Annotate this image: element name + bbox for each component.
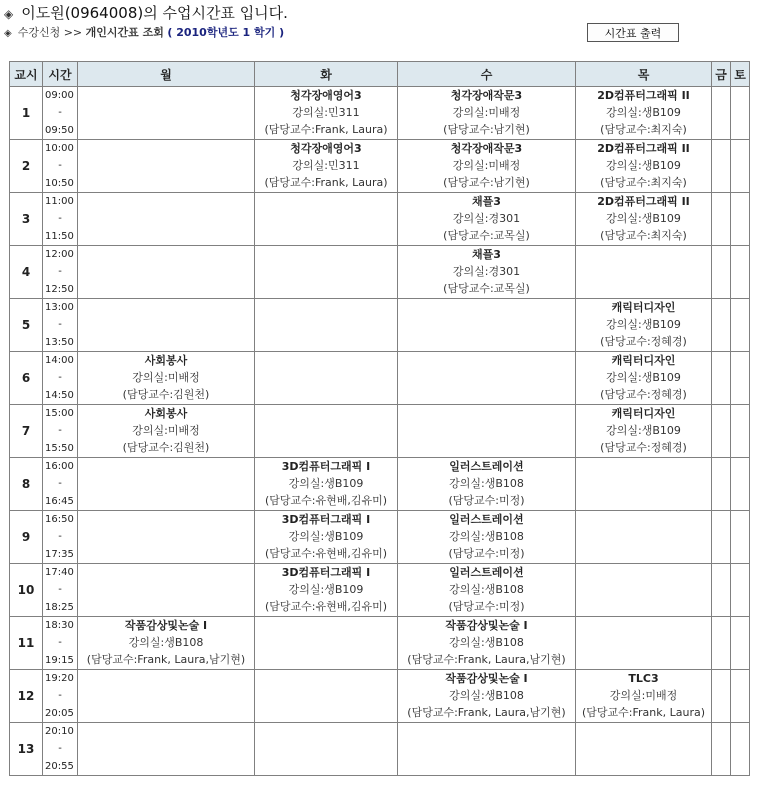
time-cell [43, 246, 78, 299]
course-cell-sat [731, 352, 750, 405]
course-cell-tue [255, 87, 398, 140]
course-room: 강의실:경301 [452, 265, 521, 278]
course-professor: (담당교수:정혜경) [600, 335, 687, 348]
course-cell-tue [255, 193, 398, 246]
course-professor: (담당교수:남기현) [443, 123, 530, 136]
course-cell-thu [576, 670, 712, 723]
course-cell-mon [78, 352, 255, 405]
course-room: 강의실:미배정 [609, 689, 678, 702]
course-name: 3D컴퓨터그래픽 I [281, 460, 371, 473]
period-cell: 3 [10, 193, 43, 246]
course-name: 3D컴퓨터그래픽 I [281, 513, 371, 526]
course-name: 2D컴퓨터그래픽 II [597, 89, 690, 102]
time-cell [43, 352, 78, 405]
course-cell-wed [398, 246, 576, 299]
table-row [10, 564, 750, 617]
period-cell: 8 [10, 458, 43, 511]
time-separator: - [58, 531, 62, 542]
period-cell: 6 [10, 352, 43, 405]
course-room: 강의실:생B109 [606, 106, 681, 119]
course-cell-tue [255, 140, 398, 193]
end-time: 20:55 [45, 761, 74, 772]
course-cell-sat [731, 617, 750, 670]
course-name: 사회봉사 [144, 407, 188, 420]
course-cell-wed [398, 352, 576, 405]
table-row [10, 458, 750, 511]
course-cell-tue [255, 352, 398, 405]
diamond-bullet-icon: ◈ [4, 7, 14, 21]
course-cell-wed [398, 140, 576, 193]
end-time: 20:05 [45, 708, 74, 719]
course-cell-fri [712, 140, 731, 193]
course-cell-mon [78, 140, 255, 193]
course-room: 강의실:생B108 [128, 636, 204, 649]
course-cell-fri [712, 617, 731, 670]
course-professor: (담당교수:Frank, Laura,남기현) [407, 706, 566, 719]
course-cell-thu [576, 246, 712, 299]
time-cell [43, 617, 78, 670]
course-cell-thu [576, 723, 712, 776]
page-title [4, 2, 288, 24]
course-name: 작품감상및논술 I [445, 619, 528, 632]
course-room: 강의실:생B108 [449, 689, 524, 702]
course-professor: (담당교수:교목실) [443, 282, 530, 295]
course-room: 강의실:생B108 [449, 530, 524, 543]
course-cell-sat [731, 511, 750, 564]
breadcrumb [4, 24, 284, 42]
course-cell-thu [576, 193, 712, 246]
course-cell-tue [255, 458, 398, 511]
course-cell-thu [576, 87, 712, 140]
diamond-bullet-icon: ◈ [4, 28, 12, 39]
course-room: 강의실:생B109 [606, 424, 681, 437]
time-cell [43, 193, 78, 246]
course-cell-tue [255, 670, 398, 723]
period-cell: 10 [10, 564, 43, 617]
start-time: 18:30 [45, 620, 74, 631]
course-room: 강의실:미배정 [132, 424, 200, 437]
start-time: 17:40 [45, 567, 74, 578]
table-row [10, 511, 750, 564]
course-cell-thu [576, 299, 712, 352]
course-room: 강의실:미배정 [452, 159, 521, 172]
course-cell-wed [398, 670, 576, 723]
course-cell-wed [398, 723, 576, 776]
course-cell-wed [398, 564, 576, 617]
period-cell: 9 [10, 511, 43, 564]
course-cell-thu [576, 564, 712, 617]
time-cell [43, 564, 78, 617]
time-cell [43, 670, 78, 723]
end-time: 09:50 [45, 125, 74, 136]
table-row [10, 670, 750, 723]
course-cell-thu [576, 140, 712, 193]
course-professor: (담당교수:남기현) [443, 176, 530, 189]
time-separator: - [58, 160, 62, 171]
period-cell: 4 [10, 246, 43, 299]
course-professor: (담당교수:김원천) [122, 388, 210, 401]
course-cell-fri [712, 723, 731, 776]
end-time: 15:50 [45, 443, 74, 454]
time-separator: - [58, 478, 62, 489]
course-professor: (담당교수:Frank, Laura) [264, 176, 388, 189]
course-cell-sat [731, 140, 750, 193]
course-cell-thu [576, 352, 712, 405]
time-separator: - [58, 266, 62, 277]
course-cell-mon [78, 246, 255, 299]
course-cell-fri [712, 670, 731, 723]
course-name: 3D컴퓨터그래픽 I [281, 566, 371, 579]
course-professor: (담당교수:정혜경) [600, 388, 687, 401]
header-thu: 목 [576, 62, 712, 87]
course-room: 강의실:생B109 [606, 212, 681, 225]
header-mon: 월 [78, 62, 255, 87]
period-cell: 11 [10, 617, 43, 670]
period-cell: 7 [10, 405, 43, 458]
end-time: 14:50 [45, 390, 74, 401]
course-cell-tue [255, 723, 398, 776]
course-room: 강의실:생B109 [288, 583, 364, 596]
course-cell-fri [712, 458, 731, 511]
period-cell: 1 [10, 87, 43, 140]
start-time: 11:00 [45, 196, 74, 207]
course-cell-fri [712, 299, 731, 352]
course-cell-mon [78, 87, 255, 140]
course-cell-mon [78, 723, 255, 776]
time-cell [43, 140, 78, 193]
start-time: 09:00 [45, 90, 74, 101]
course-cell-sat [731, 246, 750, 299]
course-cell-thu [576, 617, 712, 670]
header-period: 교시 [10, 62, 43, 87]
start-time: 20:10 [45, 726, 74, 737]
course-professor: (담당교수:유현배,김유미) [264, 547, 388, 560]
time-cell [43, 299, 78, 352]
course-professor: (담당교수:유현배,김유미) [264, 600, 388, 613]
course-professor: (담당교수:Frank, Laura,남기현) [86, 653, 246, 666]
course-cell-tue [255, 564, 398, 617]
start-time: 10:00 [45, 143, 74, 154]
time-separator: - [58, 690, 62, 701]
course-professor: (담당교수:최지숙) [600, 123, 687, 136]
course-name: TLC3 [628, 672, 659, 685]
course-room: 강의실:생B108 [449, 636, 524, 649]
course-cell-wed [398, 511, 576, 564]
course-name: 작품감상및논술 I [445, 672, 528, 685]
course-name: 청각장애작문3 [450, 89, 523, 102]
course-professor: (담당교수:Frank, Laura,남기현) [407, 653, 566, 666]
course-professor: (담당교수:정혜경) [600, 441, 687, 454]
table-row [10, 352, 750, 405]
table-row [10, 405, 750, 458]
course-name: 2D컴퓨터그래픽 II [597, 142, 690, 155]
course-cell-sat [731, 564, 750, 617]
course-room: 강의실:생B109 [606, 159, 681, 172]
course-room: 강의실:미배정 [132, 371, 200, 384]
table-row [10, 299, 750, 352]
course-cell-thu [576, 511, 712, 564]
period-cell: 13 [10, 723, 43, 776]
course-room: 강의실:생B109 [288, 530, 364, 543]
timetable [9, 61, 750, 776]
time-separator: - [58, 319, 62, 330]
course-cell-sat [731, 723, 750, 776]
end-time: 19:15 [45, 655, 74, 666]
start-time: 16:50 [45, 514, 74, 525]
course-name: 채플3 [472, 248, 501, 261]
end-time: 11:50 [45, 231, 74, 242]
course-cell-tue [255, 299, 398, 352]
table-row [10, 617, 750, 670]
course-professor: (담당교수:미정) [448, 494, 525, 507]
course-cell-fri [712, 564, 731, 617]
course-cell-mon [78, 511, 255, 564]
course-cell-fri [712, 352, 731, 405]
course-name: 청각장애영어3 [290, 142, 362, 155]
course-cell-thu [576, 405, 712, 458]
page-title-text: 이도원(0964008)의 수업시간표 입니다. [21, 4, 288, 22]
course-room: 강의실:미배정 [452, 106, 521, 119]
breadcrumb-current: 개인시간표 조회 [85, 26, 164, 39]
course-name: 캐릭터디자인 [611, 301, 676, 314]
course-cell-mon [78, 617, 255, 670]
time-separator: - [58, 743, 62, 754]
course-cell-fri [712, 87, 731, 140]
course-cell-mon [78, 458, 255, 511]
course-cell-sat [731, 670, 750, 723]
course-cell-tue [255, 246, 398, 299]
course-cell-sat [731, 458, 750, 511]
table-row [10, 723, 750, 776]
header-fri: 금 [712, 62, 731, 87]
course-cell-sat [731, 193, 750, 246]
course-room: 강의실:민311 [292, 106, 360, 119]
course-professor: (담당교수:Frank, Laura) [581, 706, 706, 719]
course-professor: (담당교수:미정) [448, 547, 525, 560]
time-cell [43, 87, 78, 140]
course-room: 강의실:민311 [292, 159, 360, 172]
start-time: 15:00 [45, 408, 74, 419]
course-room: 강의실:생B109 [606, 371, 681, 384]
course-name: 청각장애작문3 [450, 142, 523, 155]
course-cell-mon [78, 564, 255, 617]
header-tue: 화 [255, 62, 398, 87]
course-room: 강의실:생B108 [449, 477, 524, 490]
time-separator: - [58, 107, 62, 118]
period-cell: 2 [10, 140, 43, 193]
course-cell-fri [712, 193, 731, 246]
course-professor: (담당교수:김원천) [122, 441, 210, 454]
end-time: 12:50 [45, 284, 74, 295]
course-room: 강의실:생B109 [288, 477, 364, 490]
course-cell-wed [398, 299, 576, 352]
course-professor: (담당교수:Frank, Laura) [264, 123, 388, 136]
course-name: 2D컴퓨터그래픽 II [597, 195, 690, 208]
course-professor: (담당교수:유현배,김유미) [264, 494, 388, 507]
course-cell-fri [712, 246, 731, 299]
start-time: 12:00 [45, 249, 74, 260]
table-row [10, 87, 750, 140]
end-time: 16:45 [45, 496, 74, 507]
course-name: 채플3 [472, 195, 501, 208]
table-row [10, 193, 750, 246]
table-row [10, 140, 750, 193]
end-time: 18:25 [45, 602, 74, 613]
start-time: 14:00 [45, 355, 74, 366]
time-cell [43, 511, 78, 564]
course-name: 일러스트레이션 [449, 566, 524, 579]
course-cell-wed [398, 405, 576, 458]
breadcrumb-parent[interactable]: 수강신청 >> [17, 26, 83, 39]
course-cell-tue [255, 511, 398, 564]
course-cell-sat [731, 299, 750, 352]
course-professor: (담당교수:미정) [448, 600, 525, 613]
time-cell [43, 723, 78, 776]
course-room: 강의실:경301 [452, 212, 521, 225]
course-name: 캐릭터디자인 [611, 354, 676, 367]
end-time: 10:50 [45, 178, 74, 189]
time-separator: - [58, 372, 62, 383]
course-name: 작품감상및논술 I [124, 619, 208, 632]
start-time: 19:20 [45, 673, 74, 684]
end-time: 17:35 [45, 549, 74, 560]
start-time: 13:00 [45, 302, 74, 313]
time-cell [43, 405, 78, 458]
course-cell-wed [398, 193, 576, 246]
course-cell-thu [576, 458, 712, 511]
period-cell: 12 [10, 670, 43, 723]
table-row [10, 246, 750, 299]
time-separator: - [58, 425, 62, 436]
timetable-header-row [10, 62, 750, 87]
time-cell [43, 458, 78, 511]
time-separator: - [58, 637, 62, 648]
course-cell-sat [731, 87, 750, 140]
course-cell-wed [398, 87, 576, 140]
course-name: 사회봉사 [144, 354, 188, 367]
course-cell-sat [731, 405, 750, 458]
end-time: 13:50 [45, 337, 74, 348]
course-professor: (담당교수:최지숙) [600, 176, 687, 189]
course-professor: (담당교수:교목실) [443, 229, 530, 242]
course-cell-fri [712, 511, 731, 564]
course-name: 청각장애영어3 [290, 89, 362, 102]
course-cell-fri [712, 405, 731, 458]
time-separator: - [58, 584, 62, 595]
term-label: ( 2010학년도 1 학기 ) [167, 26, 285, 39]
course-cell-mon [78, 670, 255, 723]
header-time: 시간 [43, 62, 78, 87]
course-cell-mon [78, 405, 255, 458]
course-name: 캐릭터디자인 [611, 407, 676, 420]
course-cell-wed [398, 617, 576, 670]
start-time: 16:00 [45, 461, 74, 472]
course-cell-wed [398, 458, 576, 511]
course-cell-tue [255, 405, 398, 458]
header-sat: 토 [731, 62, 750, 87]
course-professor: (담당교수:최지숙) [600, 229, 687, 242]
course-name: 일러스트레이션 [449, 513, 524, 526]
time-separator: - [58, 213, 62, 224]
course-room: 강의실:생B108 [449, 583, 524, 596]
course-cell-mon [78, 299, 255, 352]
period-cell: 5 [10, 299, 43, 352]
print-timetable-button[interactable]: 시간표 출력 [587, 23, 679, 42]
course-cell-tue [255, 617, 398, 670]
course-cell-mon [78, 193, 255, 246]
header-wed: 수 [398, 62, 576, 87]
course-room: 강의실:생B109 [606, 318, 681, 331]
course-name: 일러스트레이션 [449, 460, 524, 473]
